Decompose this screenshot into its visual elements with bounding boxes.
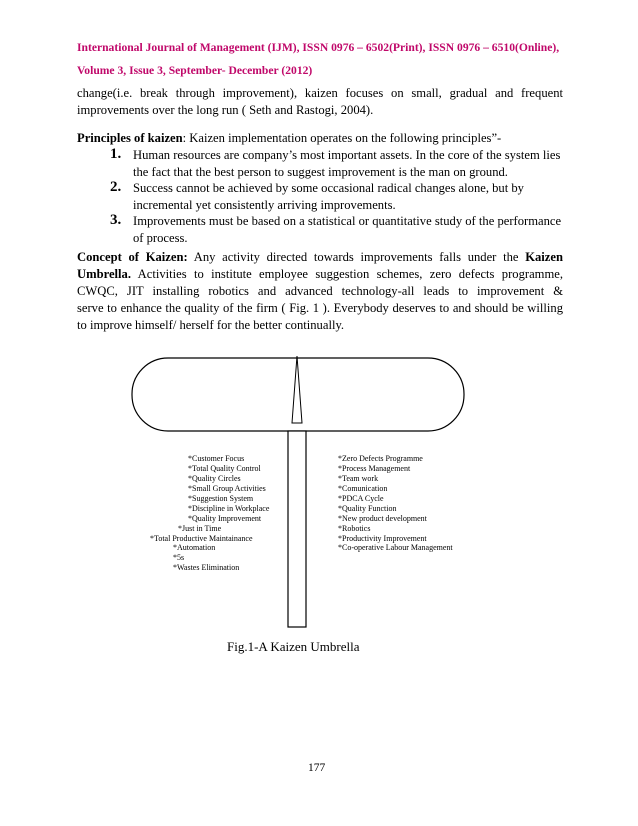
intro-line1: change(i.e. break through improvement), kaizen focuses on small, gradual and frequent xyxy=(77,86,563,100)
principle-number: 1. xyxy=(110,146,122,162)
principle-text-line1: Improvements must be based on a statistical or quantitative study of the performance xyxy=(133,214,562,228)
umbrella-left-item: *Total Quality Control xyxy=(188,464,261,473)
umbrella-left-item: *Total Productive Maintainance xyxy=(150,534,253,543)
umbrella-right-item: *Productivity Improvement xyxy=(338,534,427,543)
concept-line5: to improve himself/ herself for the better continually. xyxy=(77,318,345,332)
umbrella-left-item: *Quality Improvement xyxy=(188,514,262,523)
concept-bold-term: Kaizen xyxy=(525,250,563,264)
umbrella-right-item: *Process Management xyxy=(338,464,411,473)
concept-text: Activities to institute employee suggestion schemes, zero defects programme, xyxy=(131,267,563,281)
concept-line4: serve to enhance the quality of the firm ( Fig. 1 ). Everybody deserves to and should be willing xyxy=(77,301,563,315)
principle-text-line1: Success cannot be achieved by some occasional radical changes alone, but by xyxy=(133,181,524,195)
umbrella-left-item: *5s xyxy=(173,553,185,562)
umbrella-right-item: *Co-operative Labour Management xyxy=(338,543,453,552)
principle-number: 2. xyxy=(110,179,122,195)
umbrella-left-item: *Just in Time xyxy=(178,524,222,533)
principle-text-line2: incremental yet consistently arriving improvements. xyxy=(133,198,396,212)
umbrella-left-item: *Customer Focus xyxy=(188,454,245,463)
figure-caption: Fig.1-A Kaizen Umbrella xyxy=(227,639,360,654)
principles-lead: : Kaizen implementation operates on the following principles”- xyxy=(182,131,502,145)
umbrella-right-item: *Comunication xyxy=(338,484,388,493)
journal-header-line2: Volume 3, Issue 3, September- December (2012) xyxy=(77,64,313,77)
umbrella-right-item: *New product development xyxy=(338,514,427,523)
journal-header-line1: International Journal of Management (IJM), ISSN 0976 – 6502(Print), ISSN 0976 – 6510(Online), xyxy=(77,41,560,54)
umbrella-handle xyxy=(288,431,306,627)
principle-text-line2: the fact that the best person to suggest improvement is the man on ground. xyxy=(133,165,508,179)
intro-line2: improvements over the long run ( Seth and Rastogi, 2004). xyxy=(77,103,374,117)
umbrella-right-item: *Robotics xyxy=(338,524,371,533)
umbrella-right-item: *Quality Function xyxy=(338,504,397,513)
page-number: 177 xyxy=(308,762,326,774)
principle-text-line1: Human resources are company’s most important assets. In the core of the system lies xyxy=(133,148,561,162)
principles-heading: Principles of kaizen xyxy=(77,131,183,145)
umbrella-left-item: *Quality Circles xyxy=(188,474,241,483)
principle-number: 3. xyxy=(110,212,122,228)
umbrella-left-item: *Discipline in Workplace xyxy=(188,504,270,513)
principle-text-line2: of process. xyxy=(133,231,188,245)
concept-heading: Concept of Kaizen: xyxy=(77,250,188,264)
umbrella-right-item: *Team work xyxy=(338,474,379,483)
concept-bold-term: Umbrella. xyxy=(77,267,131,281)
concept-text: Any activity directed towards improvements falls under the xyxy=(187,250,526,264)
umbrella-right-item: *PDCA Cycle xyxy=(338,494,384,503)
umbrella-right-item: *Zero Defects Programme xyxy=(338,454,423,463)
umbrella-left-item: *Automation xyxy=(173,543,216,552)
concept-line3: CWQC, JIT installing robotics and advanced technology-all leads to improvement & xyxy=(77,284,563,298)
umbrella-left-item: *Suggestion System xyxy=(188,494,254,503)
umbrella-left-item: *Wastes Elimination xyxy=(173,563,240,572)
umbrella-left-item: *Small Group Activities xyxy=(188,484,266,493)
